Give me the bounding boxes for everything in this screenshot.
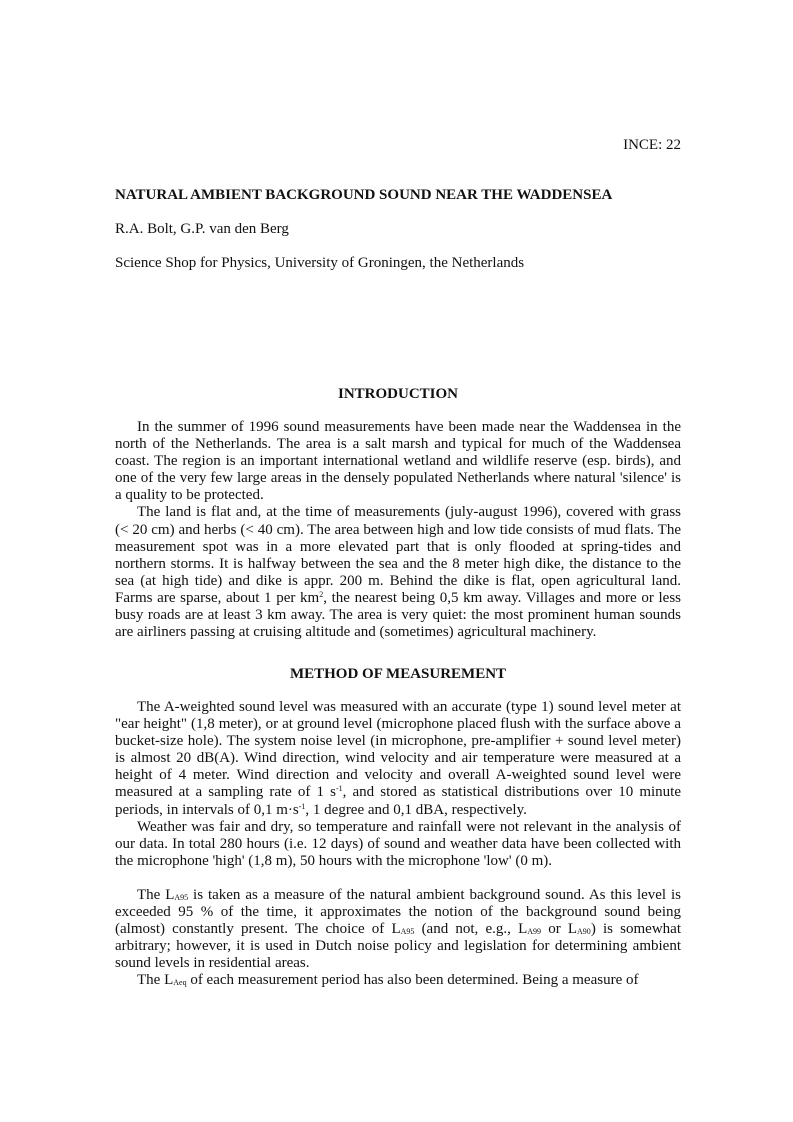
paper-affiliation: Science Shop for Physics, University of Groningen, the Netherlands [115, 255, 525, 271]
paper-reference: INCE: 22 [623, 137, 681, 153]
paper-authors: R.A. Bolt, G.P. van den Berg [115, 221, 289, 237]
section-heading-introduction: INTRODUCTION [337, 386, 458, 402]
paragraph: The land is flat and, at the time of measurements (july-august 1996), covered with grass (< 20 cm) and herbs (< 40 cm). The area between high and low tide consists of mud flats. The measurement spot was in a more elevated part that is only flooded at spring-tides and northern storms. It is halfway between the sea and the 8 meter high dike, the distance to the sea (at high tide) and dike is appr. 200 m. Behind the dike is flat, open agricultural land. Farms are sparse, about 1 per $km^2$, the nearest being 0,5 km away. Villages and more or less busy roads are at least 3 km away. The area is very quiet: the most prominent human sounds are airliners passing at cruising altitude and (sometimes) agricultural machinery. [115, 504, 681, 641]
paper-title: NATURAL AMBIENT BACKGROUND SOUND NEAR THE WADDENSEA [115, 187, 613, 203]
section-heading-method: METHOD OF MEASUREMENT [289, 666, 507, 682]
paragraph: The A-weighted sound level was measured with an accurate (type 1) sound level meter at "ear height" (1,8 meter), or at ground level (microphone placed flush with the surface above a bucket-size hole). The system noise level (in microphone, pre-amplifier + sound level meter) is almost 20 dB(A). Wind direction, wind velocity and air temperature were measured at a height of 4 meter. Wind direction and velocity and overall A-weighted sound level were measured at a sampling rate of 1 $s^{-1}$, and stored as statistical distributions over 10 minute periods, in intervals of 0,1 $m\cdot s^{-1}$, 1 degree and 0,1 dBA, respectively. [115, 699, 681, 818]
paragraph: In the summer of 1996 sound measurements have been made near the Waddensea in the north of the Netherlands. The area is a salt marsh and typical for much of the Waddensea coast. The region is an important international wetland and wildlife reserve (esp. birds), and one of the very few large areas in the densely populated Netherlands where natural 'silence' is a quality to be protected. [115, 419, 681, 504]
method-body [115, 699, 681, 990]
paragraph: Weather was fair and dry, so temperature and rainfall were not relevant in the analysis of our data. In total 280 hours (i.e. 12 days) of sound and weather data have been collected with the microphone 'high' (1,8 m), 50 hours with the microphone 'low' (0 m). [115, 818, 681, 869]
introduction-body [115, 419, 681, 641]
paragraph: The $L_{Aeq}$ of each measurement period has also been determined. Being a measure of [137, 972, 639, 989]
paragraph: The $L_{A95}$ is taken as a measure of the natural ambient background sound. As this level is exceeded 95 % of the time, it approximates the notion of the background sound being (almost) constantly present. The choice of $L_{A95}$ (and not, e.g., $L_{A99}$ or $L_{A90}$) is somewhat arbitrary; however, it is used in Dutch noise policy and legislation for determining ambient sound levels in residential areas. [115, 886, 681, 972]
